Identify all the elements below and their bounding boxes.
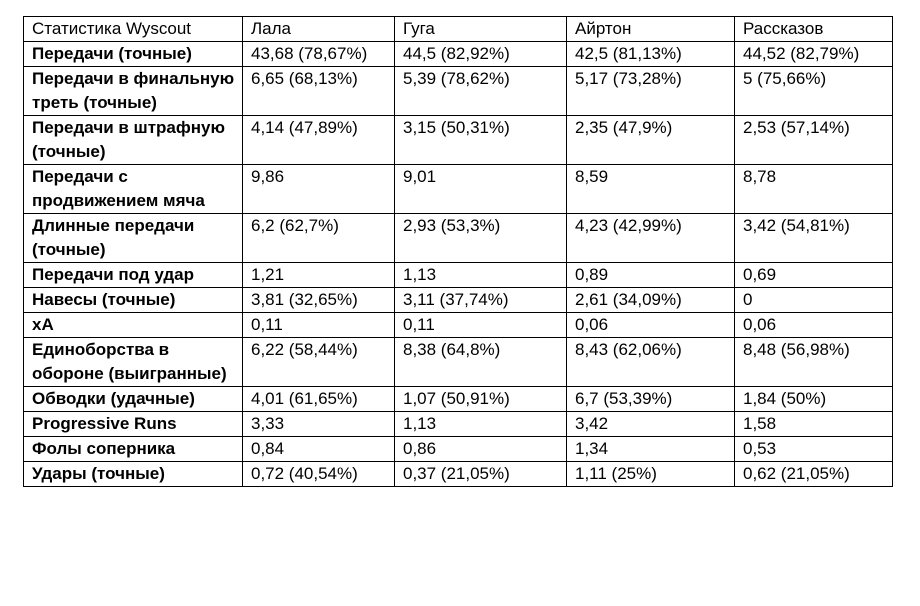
row-label: Передачи в финальную треть (точные) <box>24 67 243 116</box>
table-cell: 1,11 (25%) <box>567 462 735 487</box>
table-row <box>24 412 893 437</box>
table-cell: 3,81 (32,65%) <box>243 288 395 313</box>
row-label: Длинные передачи (точные) <box>24 214 243 263</box>
table-row <box>24 67 893 116</box>
header-cell-ayrton: Айртон <box>567 17 735 42</box>
table-cell: 1,84 (50%) <box>735 387 893 412</box>
table-cell: 0,37 (21,05%) <box>395 462 567 487</box>
table-cell: 1,58 <box>735 412 893 437</box>
table-cell: 2,35 (47,9%) <box>567 116 735 165</box>
table-cell: 2,53 (57,14%) <box>735 116 893 165</box>
table-cell: 44,52 (82,79%) <box>735 42 893 67</box>
header-row <box>24 17 893 42</box>
row-label: xA <box>24 313 243 338</box>
table-cell: 0 <box>735 288 893 313</box>
table-row <box>24 165 893 214</box>
table-cell: 2,93 (53,3%) <box>395 214 567 263</box>
row-label: Фолы соперника <box>24 437 243 462</box>
table-cell: 8,59 <box>567 165 735 214</box>
table-row <box>24 338 893 387</box>
table-cell: 3,15 (50,31%) <box>395 116 567 165</box>
table-cell: 6,65 (68,13%) <box>243 67 395 116</box>
row-label: Передачи под удар <box>24 263 243 288</box>
table-row <box>24 116 893 165</box>
header-cell-stat: Статистика Wyscout <box>24 17 243 42</box>
table-cell: 1,07 (50,91%) <box>395 387 567 412</box>
table-row <box>24 462 893 487</box>
table-cell: 0,11 <box>243 313 395 338</box>
row-label: Удары (точные) <box>24 462 243 487</box>
table-cell: 4,01 (61,65%) <box>243 387 395 412</box>
table-cell: 6,22 (58,44%) <box>243 338 395 387</box>
table-cell: 0,89 <box>567 263 735 288</box>
table-cell: 5 (75,66%) <box>735 67 893 116</box>
table-cell: 3,33 <box>243 412 395 437</box>
stats-table-body <box>24 17 893 487</box>
table-cell: 0,62 (21,05%) <box>735 462 893 487</box>
table-cell: 6,2 (62,7%) <box>243 214 395 263</box>
table-row <box>24 288 893 313</box>
table-cell: 0,11 <box>395 313 567 338</box>
row-label: Передачи с продвижением мяча <box>24 165 243 214</box>
table-cell: 0,86 <box>395 437 567 462</box>
table-cell: 8,38 (64,8%) <box>395 338 567 387</box>
table-row <box>24 214 893 263</box>
row-label: Единоборства в обороне (выигранные) <box>24 338 243 387</box>
header-cell-rasskazov: Рассказов <box>735 17 893 42</box>
table-cell: 1,13 <box>395 412 567 437</box>
table-cell: 0,69 <box>735 263 893 288</box>
table-row <box>24 437 893 462</box>
table-cell: 1,13 <box>395 263 567 288</box>
table-cell: 3,42 (54,81%) <box>735 214 893 263</box>
stats-table <box>23 16 893 487</box>
row-label: Навесы (точные) <box>24 288 243 313</box>
table-cell: 0,84 <box>243 437 395 462</box>
table-cell: 3,42 <box>567 412 735 437</box>
table-cell: 5,39 (78,62%) <box>395 67 567 116</box>
table-cell: 4,23 (42,99%) <box>567 214 735 263</box>
table-cell: 2,61 (34,09%) <box>567 288 735 313</box>
table-row <box>24 42 893 67</box>
table-cell: 0,06 <box>735 313 893 338</box>
table-cell: 8,48 (56,98%) <box>735 338 893 387</box>
table-row <box>24 263 893 288</box>
row-label: Progressive Runs <box>24 412 243 437</box>
table-cell: 1,21 <box>243 263 395 288</box>
table-cell: 3,11 (37,74%) <box>395 288 567 313</box>
table-cell: 0,06 <box>567 313 735 338</box>
table-cell: 4,14 (47,89%) <box>243 116 395 165</box>
table-cell: 1,34 <box>567 437 735 462</box>
row-label: Передачи (точные) <box>24 42 243 67</box>
table-cell: 9,01 <box>395 165 567 214</box>
table-cell: 6,7 (53,39%) <box>567 387 735 412</box>
table-cell: 0,72 (40,54%) <box>243 462 395 487</box>
table-row <box>24 313 893 338</box>
table-row <box>24 387 893 412</box>
table-cell: 8,78 <box>735 165 893 214</box>
table-cell: 42,5 (81,13%) <box>567 42 735 67</box>
header-cell-guga: Гуга <box>395 17 567 42</box>
table-cell: 0,53 <box>735 437 893 462</box>
table-cell: 5,17 (73,28%) <box>567 67 735 116</box>
table-cell: 43,68 (78,67%) <box>243 42 395 67</box>
header-cell-lala: Лала <box>243 17 395 42</box>
row-label: Передачи в штрафную (точные) <box>24 116 243 165</box>
table-cell: 44,5 (82,92%) <box>395 42 567 67</box>
row-label: Обводки (удачные) <box>24 387 243 412</box>
table-cell: 8,43 (62,06%) <box>567 338 735 387</box>
table-cell: 9,86 <box>243 165 395 214</box>
